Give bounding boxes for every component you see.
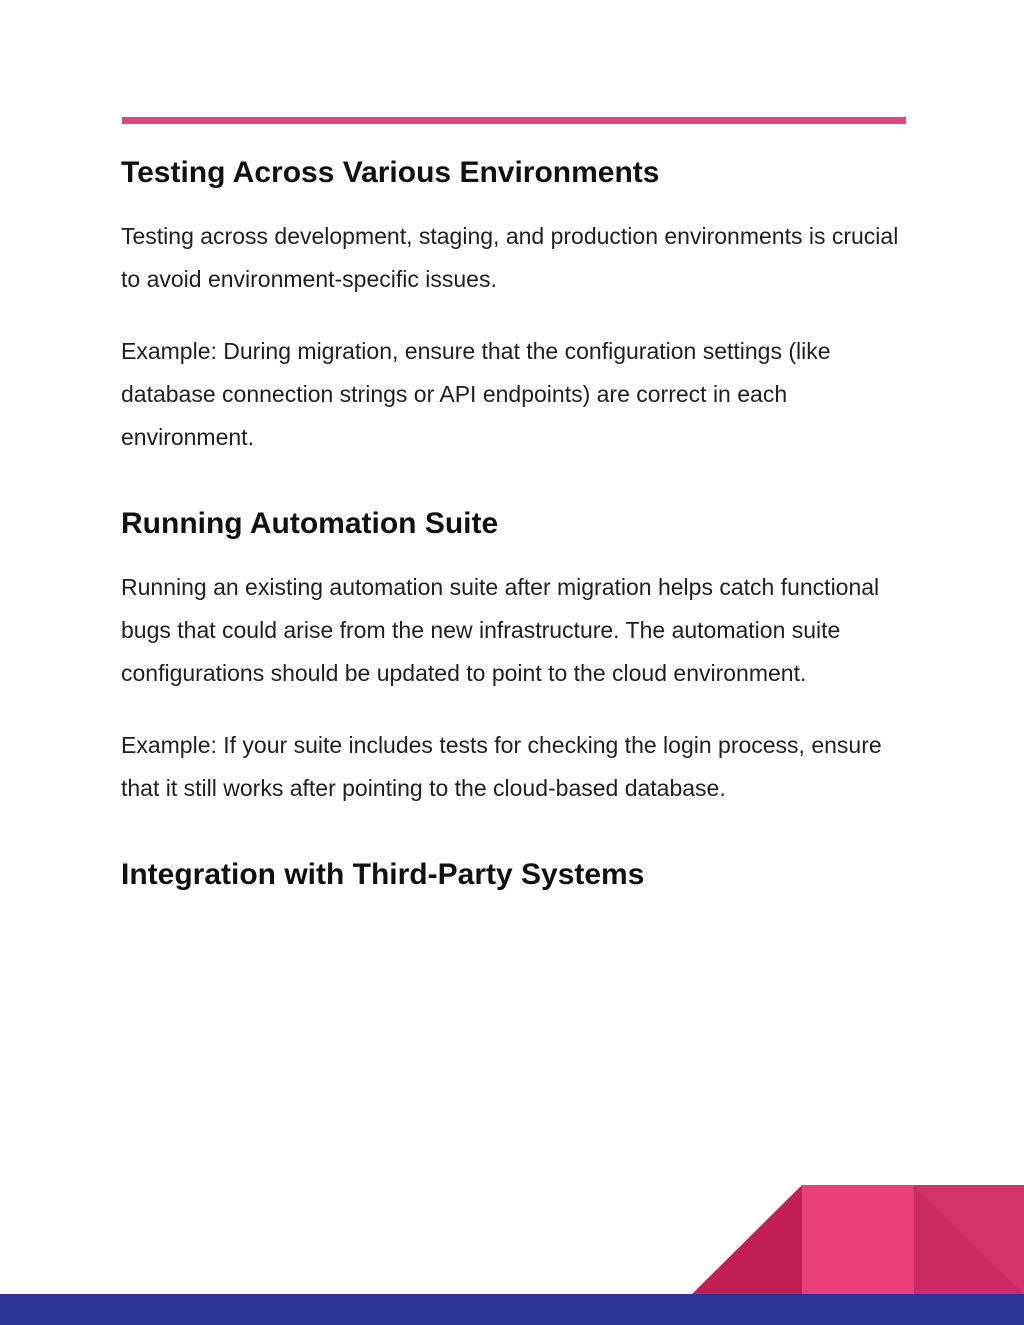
section-heading: Running Automation Suite: [121, 507, 499, 540]
section-third-party-integration: [121, 852, 911, 898]
paragraph: Example: If your suite includes tests for checking the login process, ensure that it still works after pointing to the cloud-based database.: [121, 732, 882, 801]
corner-block-middle: [802, 1185, 914, 1294]
paragraph: Example: During migration, ensure that the configuration settings (like database connection strings or API endpoints) are correct in each environment.: [121, 338, 831, 450]
top-accent-rule: [122, 117, 906, 124]
corner-decoration: [692, 1185, 1024, 1294]
document-body: [121, 150, 911, 917]
section-heading: Testing Across Various Environments: [121, 156, 660, 189]
corner-triangle-left: [692, 1185, 802, 1294]
section-automation-suite: [121, 501, 911, 810]
paragraph: Running an existing automation suite after migration helps catch functional bugs that could arise from the new infrastructure. The automation suite configurations should be updated to point to the cloud environment.: [121, 574, 880, 686]
bottom-band: [0, 1294, 1024, 1325]
section-testing-environments: [121, 150, 911, 459]
paragraph: Testing across development, staging, and production environments is crucial to avoid environment-specific issues.: [121, 223, 899, 292]
section-heading: Integration with Third-Party Systems: [121, 858, 645, 891]
